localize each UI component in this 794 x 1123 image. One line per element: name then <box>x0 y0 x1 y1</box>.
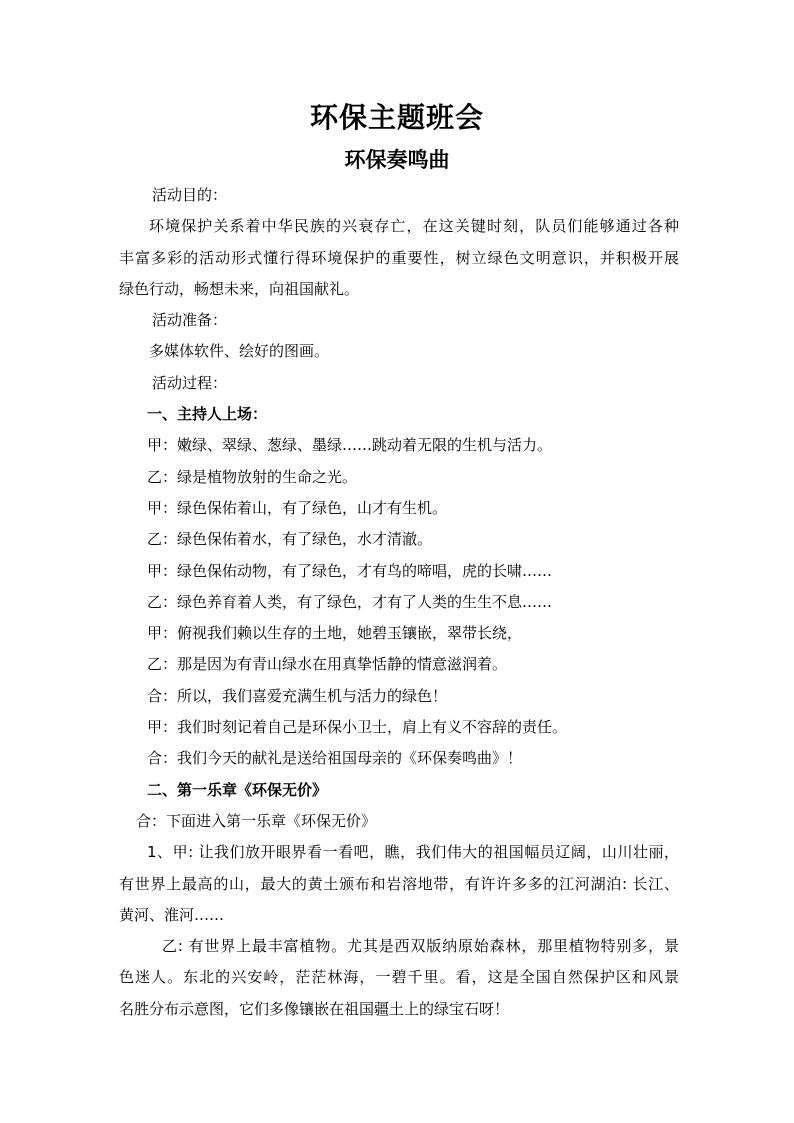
dialogue-line: 甲：嫩绿、翠绿、葱绿、墨绿……跳动着无限的生机与活力。 <box>147 436 553 455</box>
process-label: 活动过程： <box>152 373 228 392</box>
dialogue-line: 合：我们今天的献礼是送给祖国母亲的《环保奏鸣曲》！ <box>147 749 523 768</box>
dialogue-line: 乙：绿色保佑着水，有了绿色，水才清澈。 <box>147 530 433 549</box>
section1-heading: 一、主持人上场： <box>147 405 268 424</box>
paragraph-line: 色迷人。东北的兴安岭，茫茫林海，一碧千里。看，这是全国自然保护区和风景 <box>119 968 679 987</box>
document-title: 环保主题班会 <box>309 101 484 134</box>
dialogue-line: 合：所以，我们喜爱充满生机与活力的绿色！ <box>147 686 448 705</box>
purpose-text-line: 丰富多彩的活动形式懂行得环境保护的重要性，树立绿色文明意识，并积极开展 <box>119 248 679 267</box>
paragraph-line: 1、甲: 让我们放开眼界看一看吧，瞧，我们伟大的祖国幅员辽阔，山川壮丽， <box>147 843 679 862</box>
purpose-text-line: 环境保护关系着中华民族的兴衰存亡，在这关键时刻，队员们能够通过各种 <box>149 217 679 236</box>
prep-text: 多媒体软件、绘好的图画。 <box>149 342 330 361</box>
dialogue-line: 乙：那是因为有青山绿水在用真挚恬静的情意滋润着。 <box>147 655 508 674</box>
dialogue-line: 甲：俯视我们赖以生存的土地，她碧玉镶嵌，翠带长绕， <box>147 624 523 643</box>
paragraph-line: 乙: 有世界上最丰富植物。尤其是西双版纳原始森林，那里植物特别多，景 <box>162 937 679 956</box>
paragraph-line: 有世界上最高的山，最大的黄土颁布和岩溶地带，有许许多多的江河湖泊: 长江、 <box>119 874 679 893</box>
prep-label: 活动准备： <box>152 311 228 330</box>
purpose-label: 活动目的： <box>152 186 228 204</box>
section2-heading: 二、第一乐章《环保无价》 <box>147 780 328 799</box>
paragraph-line: 黄河、淮河…… <box>119 905 225 924</box>
document-body <box>119 180 679 1025</box>
dialogue-line: 甲：绿色保佑动物，有了绿色，才有鸟的啼唱，虎的长啸…… <box>147 561 553 580</box>
dialogue-line: 甲：绿色保佑着山，有了绿色，山才有生机。 <box>147 498 448 517</box>
dialogue-line: 乙：绿是植物放射的生命之光。 <box>147 467 358 486</box>
paragraph-line: 名胜分布示意图，它们多像镶嵌在祖国疆土上的绿宝石呀！ <box>119 999 510 1018</box>
purpose-text-line: 绿色行动，畅想未来，向祖国献礼。 <box>119 279 360 298</box>
section2-intro: 合：下面进入第一乐章《环保无价》 <box>136 811 377 830</box>
dialogue-line: 甲：我们时刻记着自己是环保小卫士，肩上有义不容辞的责任。 <box>147 718 568 737</box>
document-subtitle: 环保奏鸣曲 <box>344 147 450 172</box>
dialogue-line: 乙：绿色养育着人类，有了绿色，才有了人类的生生不息…… <box>147 592 553 611</box>
